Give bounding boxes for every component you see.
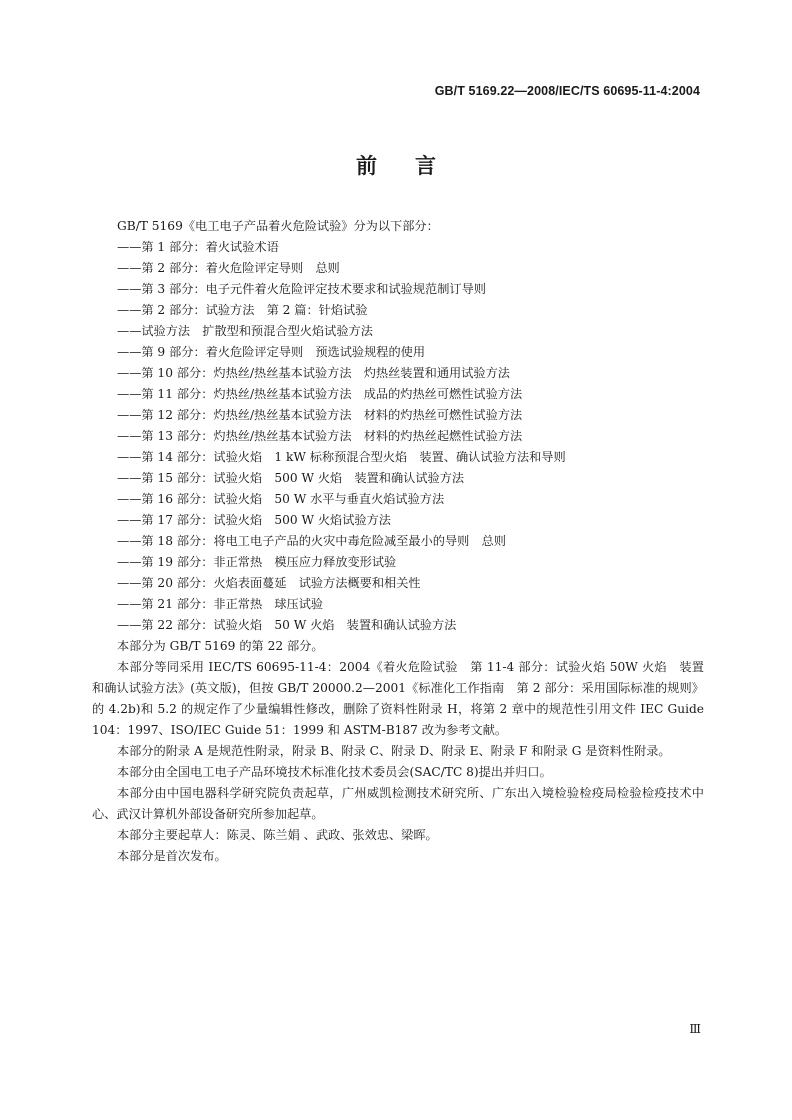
list-item: ——第 11 部分：灼热丝/热丝基本试验方法 成品的灼热丝可燃性试验方法 bbox=[117, 387, 523, 401]
list-item: ——第 19 部分：非正常热 模压应力释放变形试验 bbox=[117, 555, 397, 569]
list-item: ——试验方法 扩散型和预混合型火焰试验方法 bbox=[117, 324, 373, 338]
list-item: ——第 3 部分：电子元件着火危险评定技术要求和试验规范制订导则 bbox=[117, 282, 486, 296]
list-item: ——第 15 部分：试验火焰 500 W 火焰 装置和确认试验方法 bbox=[117, 471, 465, 485]
list-item: ——第 18 部分：将电工电子产品的火灾中毒危险减至最小的导则 总则 bbox=[117, 534, 506, 548]
page-title: 前言 bbox=[356, 154, 474, 178]
page-number: Ⅲ bbox=[689, 1022, 700, 1036]
annex-paragraph: 本部分的附录 A 是规范性附录，附录 B、附录 C、附录 D、附录 E、附录 F 和附录 G 是资料性附录。 bbox=[117, 744, 671, 758]
proposer-paragraph: 本部分由全国电工电子产品环境技术标准化技术委员会(SAC/TC 8)提出并归口。 bbox=[117, 765, 552, 779]
list-item: ——第 9 部分：着火危险评定导则 预选试验规程的使用 bbox=[117, 345, 426, 359]
list-item: ——第 2 部分：试验方法 第 2 篇：针焰试验 bbox=[117, 303, 368, 317]
drafters-paragraph: 本部分主要起草人：陈灵、陈兰娟 、武政、张效忠、梁晖。 bbox=[117, 828, 438, 842]
list-item: ——第 21 部分：非正常热 球压试验 bbox=[117, 597, 324, 611]
list-item: ——第 2 部分：着火危险评定导则 总则 bbox=[117, 261, 340, 275]
drafting-units-paragraph: 本部分由中国电器科学研究院负责起草，广州威凯检测技术研究所、广东出入境检验检疫局检验检疫技术中心、武汉计算机外部设备研究所参加起草。 bbox=[92, 786, 704, 821]
release-paragraph: 本部分是首次发布。 bbox=[117, 849, 227, 863]
intro-line: GB/T 5169《电工电子产品着火危险试验》分为以下部分： bbox=[117, 219, 439, 233]
list-item: ——第 12 部分：灼热丝/热丝基本试验方法 材料的灼热丝可燃性试验方法 bbox=[117, 408, 523, 422]
standard-code-header: GB/T 5169.22—2008/IEC/TS 60695-11-4:2004 bbox=[434, 84, 700, 98]
list-item: ——第 14 部分：试验火焰 1 kW 标称预混合型火焰 装置、确认试验方法和导则 bbox=[117, 450, 566, 464]
adoption-paragraph: 本部分等同采用 IEC/TS 60695-11-4：2004《着火危险试验 第 11-4 部分：试验火焰 50W 火焰 装置和确认试验方法》(英文版)，但按 GB/T 20000.2—2001《标准化工作指南 第 2 部分：采用国际标准的规则》的 4.2b)和 5.2 的规定作了少量编辑性修改，删除了资料性附录 H，将第 2 章中的规范性引用文件 IEC Guide 104：1997、ISO/IEC Guide 51：1999 和 ASTM-B187 改为参考文献。 bbox=[92, 660, 704, 737]
list-item: ——第 17 部分：试验火焰 500 W 火焰试验方法 bbox=[117, 513, 391, 527]
list-item: ——第 10 部分：灼热丝/热丝基本试验方法 灼热丝装置和通用试验方法 bbox=[117, 366, 510, 380]
list-item: ——第 20 部分：火焰表面蔓延 试验方法概要和相关性 bbox=[117, 576, 421, 590]
list-item: ——第 1 部分：着火试验术语 bbox=[117, 240, 279, 254]
list-item: ——第 16 部分：试验火焰 50 W 水平与垂直火焰试验方法 bbox=[117, 492, 445, 506]
list-item: ——第 22 部分：试验火焰 50 W 火焰 装置和确认试验方法 bbox=[117, 618, 457, 632]
parts-list bbox=[92, 237, 704, 636]
document-body bbox=[92, 216, 704, 867]
part-note: 本部分为 GB/T 5169 的第 22 部分。 bbox=[117, 639, 324, 653]
list-item: ——第 13 部分：灼热丝/热丝基本试验方法 材料的灼热丝起燃性试验方法 bbox=[117, 429, 523, 443]
